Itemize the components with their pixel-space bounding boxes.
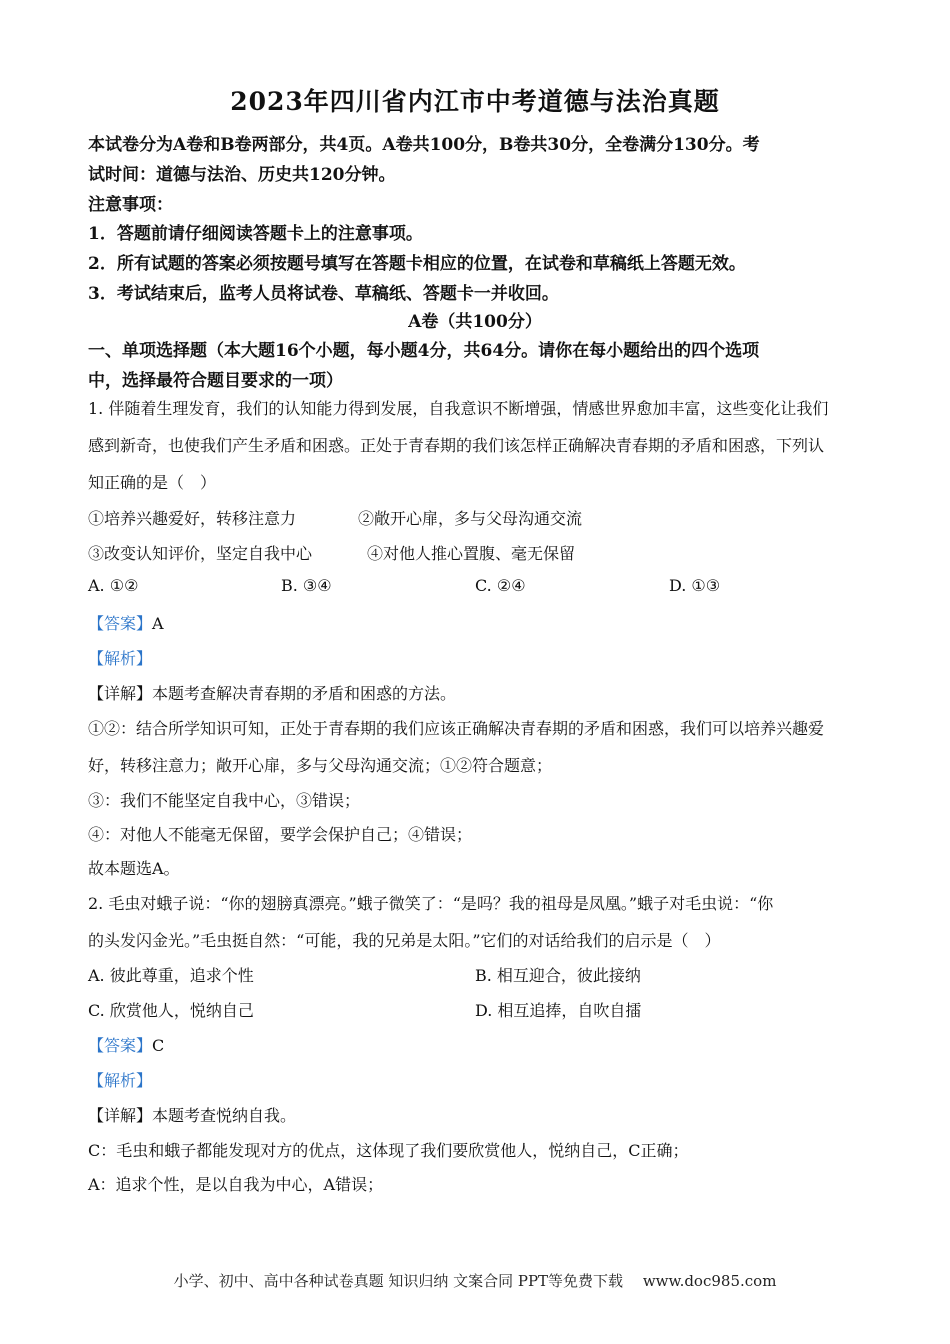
q1-answer-row xyxy=(88,611,164,634)
analysis-tag: 【解析】 xyxy=(88,1071,153,1090)
q1-option-b: B. ③④ xyxy=(281,576,332,595)
answer-value: A xyxy=(152,614,164,633)
detail-tag: 【详解】 xyxy=(88,1106,153,1125)
q2-detail-line: C：毛虫和蛾子都能发现对方的优点，这体现了我们要欣赏他人，悦纳自己，C正确； xyxy=(88,1141,689,1160)
q1-detail-line: ④：对他人不能毫无保留，要学会保护自己；④错误； xyxy=(88,825,473,844)
q1-option-a: A. ①② xyxy=(88,576,139,595)
q1-detail-row xyxy=(88,681,456,704)
q2-option-b: B. 相互迎合，彼此接纳 xyxy=(475,966,641,985)
q2-option-a: A. 彼此尊重，追求个性 xyxy=(88,966,254,985)
intro-line-2: 试时间：道德与法治、历史共120分钟。 xyxy=(88,165,396,185)
q1-statement: ②敞开心扉，多与父母沟通交流 xyxy=(358,509,583,528)
q1-detail-line: ③：我们不能坚定自我中心，③错误； xyxy=(88,791,361,810)
q1-statement: ③改变认知评价，坚定自我中心 xyxy=(88,544,313,563)
q2-stem-line: 的头发闪金光。”毛虫挺自然：“可能，我的兄弟是太阳。”它们的对话给我们的启示是（ ） xyxy=(88,931,721,950)
part1-heading-line-1: 一、单项选择题（本大题16个小题，每小题4分，共64分。请你在每小题给出的四个选项 xyxy=(88,341,760,361)
q1-detail-line: ①②：结合所学知识可知，正处于青春期的我们应该正确解决青春期的矛盾和困惑，我们可以培养兴趣爱 xyxy=(88,719,825,738)
detail-text: 本题考查解决青春期的矛盾和困惑的方法。 xyxy=(152,684,457,703)
q1-statement: ④对他人推心置腹、毫无保留 xyxy=(367,544,576,563)
q2-stem-line: 2. 毛虫对蛾子说：“你的翅膀真漂亮。”蛾子微笑了：“是吗？我的祖母是凤凰。”蛾子对毛虫说：“你 xyxy=(88,894,774,913)
page-footer: 小学、初中、高中各种试卷真题 知识归纳 文案合同 PPT等免费下载 www.doc985.com xyxy=(173,1272,777,1290)
q1-detail-line: 好，转移注意力；敞开心扉，多与父母沟通交流；①②符合题意； xyxy=(88,756,553,775)
q1-statement: ①培养兴趣爱好，转移注意力 xyxy=(88,509,297,528)
answer-tag: 【答案】 xyxy=(88,1036,153,1055)
page-title: 2023年四川省内江市中考道德与法治真题 xyxy=(230,87,720,116)
q1-stem-line: 感到新奇，也使我们产生矛盾和困惑。正处于青春期的我们该怎样正确解决青春期的矛盾和困惑，下列认 xyxy=(88,436,825,455)
answer-value: C xyxy=(152,1036,165,1055)
analysis-tag: 【解析】 xyxy=(88,649,153,668)
part1-heading-line-2: 中，选择最符合题目要求的一项） xyxy=(88,371,343,391)
notice-heading: 注意事项： xyxy=(88,195,173,215)
notice-item: 2．所有试题的答案必须按题号填写在答题卡相应的位置，在试卷和草稿纸上答题无效。 xyxy=(88,254,746,274)
detail-tag: 【详解】 xyxy=(88,684,153,703)
q1-stem-line: 知正确的是（ ） xyxy=(88,473,217,492)
section-a-heading: A卷（共100分） xyxy=(408,312,542,332)
answer-tag: 【答案】 xyxy=(88,614,153,633)
notice-item: 1．答题前请仔细阅读答题卡上的注意事项。 xyxy=(88,224,423,244)
q1-option-c: C. ②④ xyxy=(475,576,526,595)
intro-line-1: 本试卷分为A卷和B卷两部分，共4页。A卷共100分，B卷共30分，全卷满分130分。考 xyxy=(88,135,760,155)
q2-option-c: C. 欣赏他人，悦纳自己 xyxy=(88,1001,254,1020)
q2-detail-row xyxy=(88,1103,296,1126)
detail-text: 本题考查悦纳自我。 xyxy=(152,1106,297,1125)
notice-item: 3．考试结束后，监考人员将试卷、草稿纸、答题卡一并收回。 xyxy=(88,284,559,304)
q1-detail-line: 故本题选A。 xyxy=(88,859,180,878)
q1-option-d: D. ①③ xyxy=(669,576,721,595)
q2-option-d: D. 相互追捧，自吹自擂 xyxy=(475,1001,642,1020)
q2-detail-line: A：追求个性，是以自我为中心，A错误； xyxy=(88,1175,384,1194)
q2-answer-row xyxy=(88,1033,164,1056)
q1-stem-line: 1. 伴随着生理发育，我们的认知能力得到发展，自我意识不断增强，情感世界愈加丰富，这些变化让我们 xyxy=(88,399,829,418)
